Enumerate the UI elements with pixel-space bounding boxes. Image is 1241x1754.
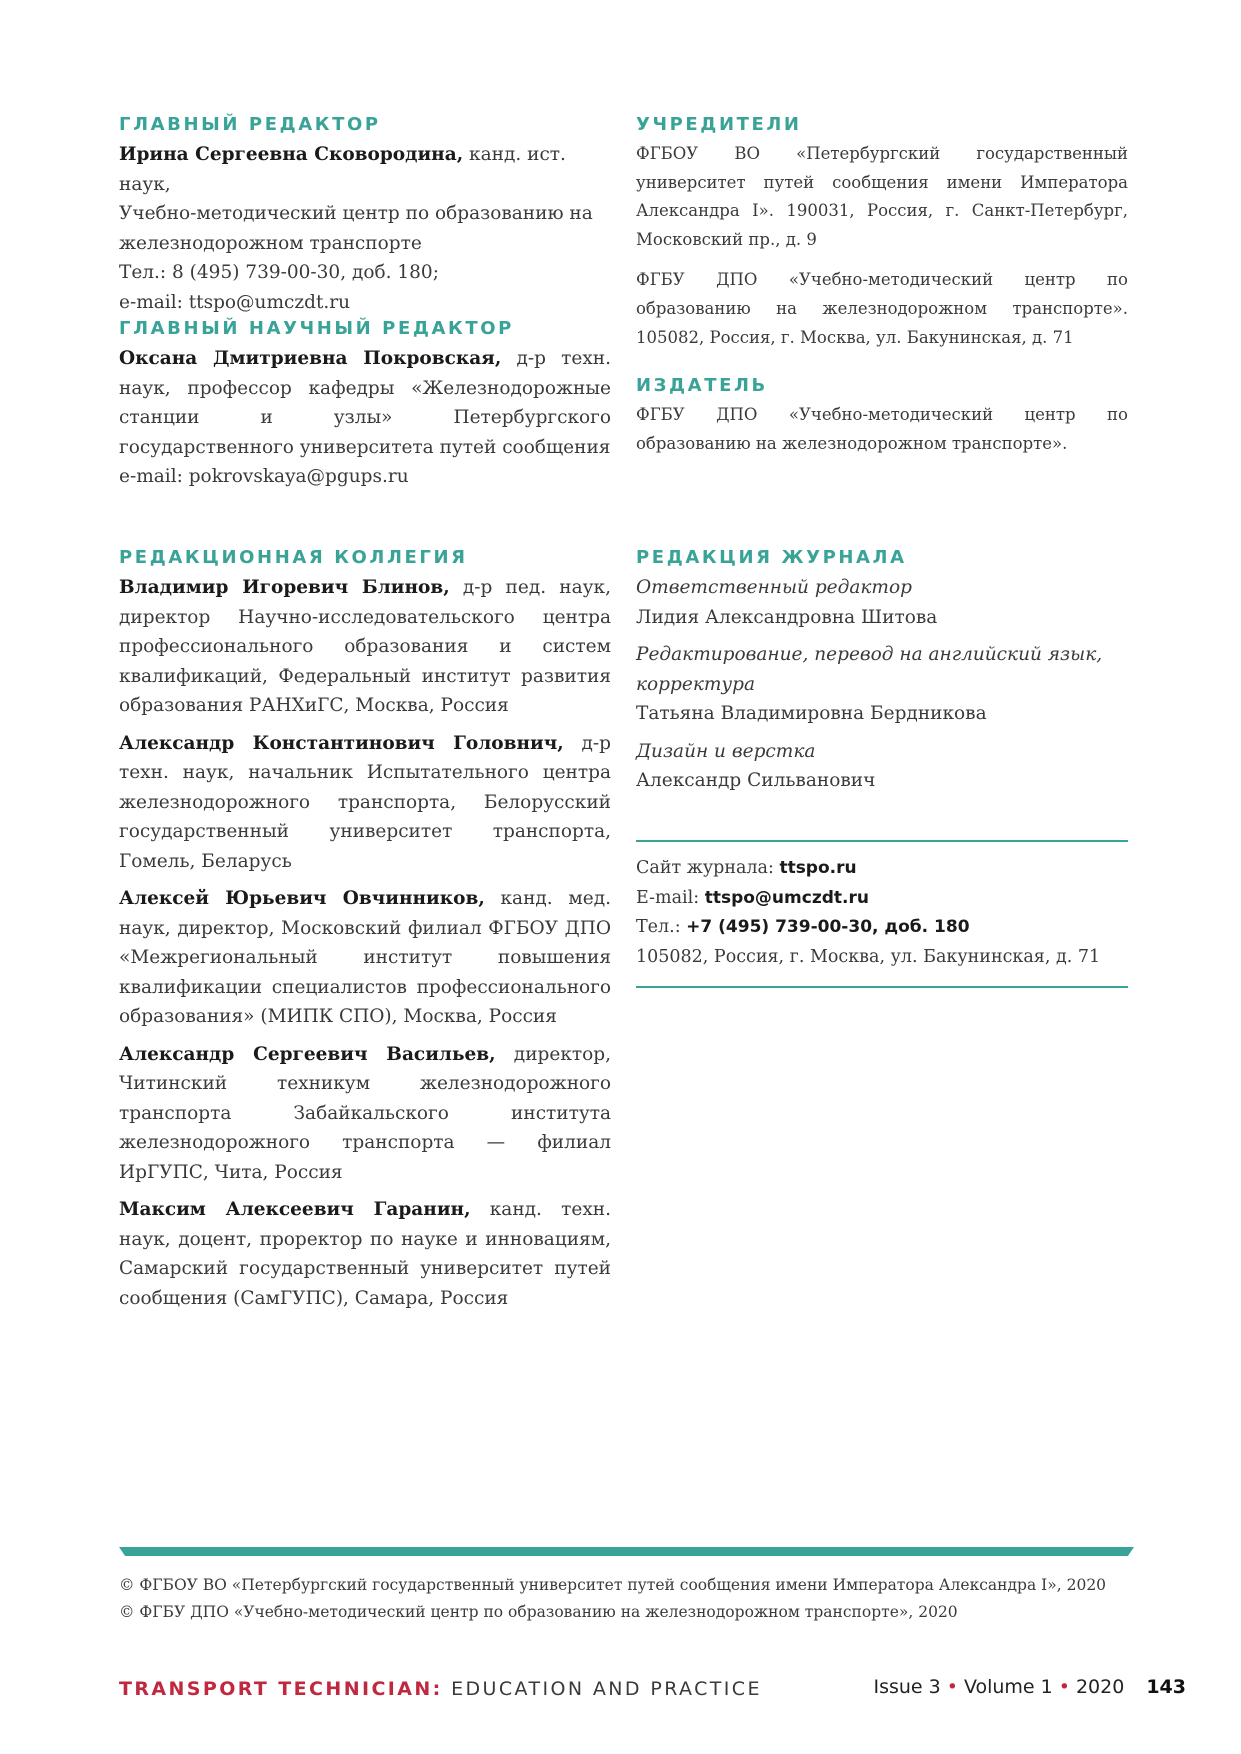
founder-item: ФГБОУ ВО «Петербургский государственный университет путей сообщения имени Императора Александра I». 190031, Россия, г. Санкт-Петербург, Московский пр., д. 9 <box>636 144 1128 249</box>
site-link[interactable]: ttspo.ru <box>779 858 857 878</box>
chief-editor-text: Ирина Сергеевна Сковородина, канд. ист. наук, Учебно-методический центр по образованию на железнодорожном транспорте Тел.: 8 (495) 739-00-30, доб. 180; e-mail: ttspo@umczdt.ru <box>119 144 593 313</box>
copyright-line: © ФГБОУ ВО «Петербургский государственный университет путей сообщения имени Императора Александра I», 2020 <box>119 1576 1107 1594</box>
address-row: 105082, Россия, г. Москва, ул. Бакунинская, д. 71 <box>636 946 1101 967</box>
publisher-heading: ИЗДАТЕЛЬ <box>636 375 768 396</box>
chief-editor-name: Ирина Сергеевна Сковородина, <box>119 144 464 165</box>
journal-title <box>119 1678 762 1700</box>
editorial-board-section <box>119 545 611 1313</box>
volume-number: Volume 1 <box>963 1676 1053 1698</box>
role-title: Дизайн и верстка <box>636 740 816 762</box>
chief-editor-section <box>119 112 611 317</box>
role-title: Редактирование, перевод на английский язык, корректура <box>636 644 1103 695</box>
board-member: Алексей Юрьевич Овчинников, канд. мед. наук, директор, Московский филиал ФГБОУ ДПО «Межрегиональный институт повышения квалификации специалистов профессионального образования» (МИПК СПО), Москва, Россия <box>119 888 611 1027</box>
role-person: Лидия Александровна Шитова <box>636 606 938 628</box>
chief-science-editor-heading: ГЛАВНЫЙ НАУЧНЫЙ РЕДАКТОР <box>119 318 514 339</box>
journal-brand: TRANSPORT TECHNICIAN: <box>119 1678 443 1700</box>
email-link[interactable]: ttspo@umczdt.ru <box>704 887 869 908</box>
chief-science-editor-email[interactable]: e-mail: pokrovskaya@pgups.ru <box>119 466 409 487</box>
bullet-icon: • <box>946 1676 958 1698</box>
role-person: Александр Сильванович <box>636 770 876 791</box>
page-number: 143 <box>1146 1676 1186 1698</box>
issue-number: Issue 3 <box>873 1676 941 1698</box>
copyright <box>119 1572 1179 1625</box>
bullet-icon: • <box>1058 1676 1070 1698</box>
founder-item: ФГБУ ДПО «Учебно-методический центр по образованию на железнодорожном транспорте». 105082, Россия, г. Москва, ул. Бакунинская, д. 71 <box>636 270 1128 347</box>
editorial-office-heading: РЕДАКЦИЯ ЖУРНАЛА <box>636 547 907 568</box>
editorial-role <box>636 573 1128 632</box>
chief-science-editor-text: Оксана Дмитриевна Покровская, д-р техн. наук, профессор кафедры «Железнодорожные станции и узлы» Петербургского государственного университета путей сообщения e-mail: pokrovskaya@pgups.ru <box>119 348 611 487</box>
founders-section <box>636 112 1128 352</box>
issue-year: 2020 <box>1075 1676 1125 1698</box>
publisher-section <box>636 373 1128 458</box>
chief-science-editor-name: Оксана Дмитриевна Покровская, <box>119 348 502 369</box>
copyright-line: © ФГБУ ДПО «Учебно-методический центр по образованию на железнодорожном транспорте», 2020 <box>119 1602 958 1621</box>
chief-editor-heading: ГЛАВНЫЙ РЕДАКТОР <box>119 114 381 135</box>
phone-row: Тел.: +7 (495) 739-00-30, доб. 180 <box>636 917 970 937</box>
chief-editor-phone: Тел.: 8 (495) 739-00-30, доб. 180; <box>119 262 439 283</box>
editorial-board-heading: РЕДАКЦИОННАЯ КОЛЛЕГИЯ <box>119 547 468 568</box>
founders-heading: УЧРЕДИТЕЛИ <box>636 114 802 135</box>
role-title: Ответственный редактор <box>636 577 912 598</box>
role-person: Татьяна Владимировна Бердникова <box>636 703 987 724</box>
board-member: Максим Алексеевич Гаранин, канд. техн. наук, доцент, проректор по науке и инновациям, Самарский государственный университет путей сообщения (СамГУПС), Самара, Россия <box>119 1199 611 1309</box>
chief-science-editor-section <box>119 316 611 492</box>
phone-value: +7 (495) 739-00-30, доб. 180 <box>686 917 970 937</box>
board-member: Александр Константинович Головнич, д-р техн. наук, начальник Испытательного центра железнодорожного транспорта, Белорусский государственный университет транспорта, Гомель, Беларусь <box>119 732 612 872</box>
bottom-divider <box>119 1547 1134 1556</box>
editorial-role <box>636 640 1128 729</box>
journal-subtitle: EDUCATION AND PRACTICE <box>442 1678 762 1700</box>
editorial-office-section <box>636 545 1128 796</box>
publisher-text: ФГБУ ДПО «Учебно-методический центр по образованию на железнодорожном транспорте». <box>636 405 1128 453</box>
issue-info <box>873 1676 1186 1698</box>
chief-editor-email[interactable]: e-mail: ttspo@umczdt.ru <box>119 291 351 313</box>
editorial-role <box>636 737 1128 796</box>
site-row: Сайт журнала: ttspo.ru <box>636 858 857 878</box>
board-member: Владимир Игоревич Блинов, д-р пед. наук, директор Научно-исследовательского центра профессионального образования и систем квалификаций, Федеральный институт развития образования РАНХиГС, Москва, Россия <box>119 577 611 716</box>
email-row: E-mail: ttspo@umczdt.ru <box>636 887 869 908</box>
board-member: Александр Сергеевич Васильев, директор, Читинский техникум железнодорожного транспорта Забайкальского института железнодорожного транспорта — филиал ИрГУПС, Чита, Россия <box>119 1043 611 1183</box>
journal-contacts <box>636 840 1128 988</box>
